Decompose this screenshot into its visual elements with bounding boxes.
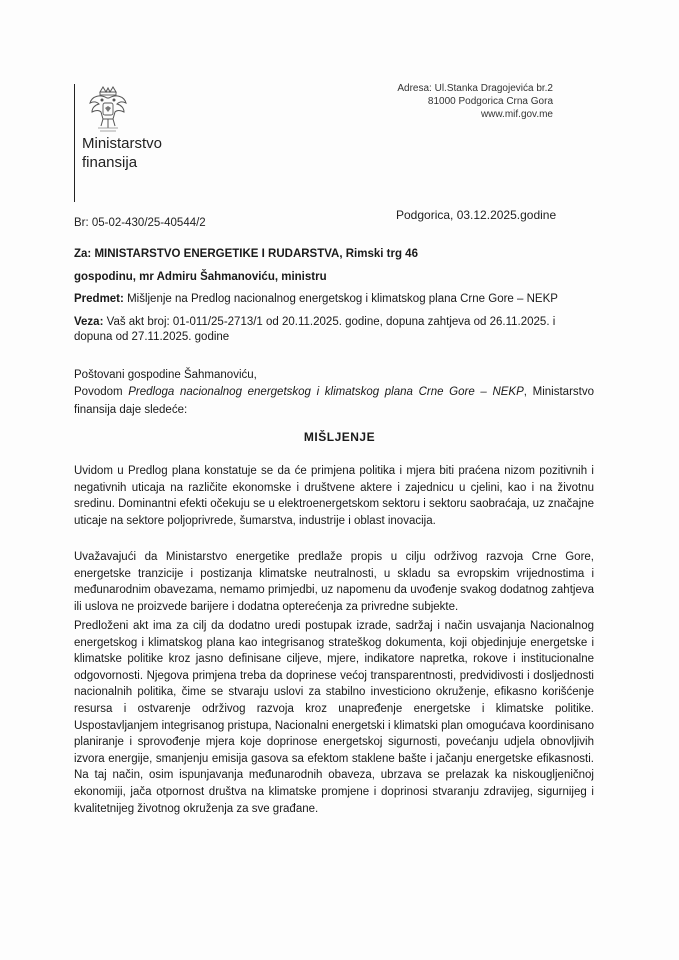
letterhead-divider	[74, 84, 75, 202]
salutation: Poštovani gospodine Šahmanoviću,	[74, 369, 257, 381]
body-paragraph-2: Uvažavajući da Ministarstvo energetike predlaže propis u cilju održivog razvoja Crne Gore, energetske tranzicije i postizanja klimatske neutralnosti, u skladu sa evropskim vrijednostima i međunarodnim obavezama, nemamo primjedbi, uz napomenu da uvođenje svakog dodatnog zahtjeva ili uslova ne proizvede barijere i dodatna opterećenja za privredne subjekte.	[74, 551, 594, 613]
letter-date: Podgorica, 03.12.2025.godine	[396, 208, 557, 222]
address-city: 81000 Podgorica Crna Gora	[427, 96, 553, 107]
body-paragraph-1: Uvidom u Predlog plana konstatuje se da će primjena politika i mjera biti praćena nizom pozitivnih i negativnih uticaja na različite ekonomske i društvene aktere i zajednicu u cjelini, kao i na životnu sredinu. Dominantni efekti očekuju se u elektroenergetskom sektoru i sektoru saobraćaja, uz značajne uticaje na sektore poljoprivrede, šumarstva, industrije i oblast inovacija.	[74, 465, 594, 527]
coat-of-arms-logo	[86, 86, 130, 136]
ministry-name	[82, 134, 162, 172]
address-street: Adresa: Ul.Stanka Dragojevića br.2	[397, 83, 553, 94]
intro-after: , Ministarstvo finansija daje sledeće:	[74, 386, 594, 416]
address-website: www.mif.gov.me	[480, 109, 553, 120]
intro-document-title: Predloga nacionalnog energetskog i klimatskog plana Crne Gore – NEKP	[128, 386, 524, 398]
link-label: Veza:	[74, 316, 104, 328]
link-text: Vaš akt broj: 01-011/25-2713/1 od 20.11.2025. godine, dopuna zahtjeva od 26.11.2025. i dopuna od 27.11.2025. godine	[74, 316, 556, 343]
reference-number: Br: 05-02-430/25-40544/2	[74, 217, 206, 229]
subject-text: Mišljenje na Predlog nacionalnog energetskog i klimatskog plana Crne Gore – NEKP	[127, 293, 558, 305]
body-paragraph-3: Predloženi akt ima za cilj da dodatno uredi postupak izrade, sadržaj i način usvajanja Nacionalnog energetskog i klimatskog plana kao integrisanog strateškog dokumenta, koji objedinjuje energetske i klimatske politike kroz jasno definisane ciljeve, mjere, indikatore napretka, rokove i institucionalne odgovornosti. Njegova primjena treba da doprinese većoj transparentnosti, predvidivosti i dosljednosti nacionalnih politika, čime se stvaraju uslovi za stabilno investiciono okruženje, efikasno korišćenje resursa i ostvarenje održivog razvoja kroz unapređenje energetske i klimatske politike. Uspostavljanjem integrisanog pristupa, Nacionalni energetski i klimatski plan omogućava koordinisano planiranje i sprovođenje mjera koje doprinose energetskoj sigurnosti, povećanju udjela obnovljivih izvora energije, smanjenju emisija gasova sa efektom staklene bašte i jačanju energetske efikasnosti. Na taj način, osim ispunjavanja međunarodnih obaveza, ubrzava se prelazak ka niskougljeničnoj ekonomiji, jača otpornost društva na klimatske promjene i doprinosi stvaranju zdravijeg, sigurnijeg i kvalitetnijeg životnog okruženja za sve građane.	[74, 620, 594, 815]
ministry-name-line2: finansija	[82, 154, 138, 171]
subject-label: Predmet:	[74, 293, 124, 305]
sender-address	[397, 82, 553, 121]
ministry-name-line1: Ministarstvo	[82, 135, 163, 152]
reference-link-line	[74, 315, 594, 345]
recipient-institution: Za: MINISTARSTVO ENERGETIKE I RUDARSTVA, Rimski trg 46	[74, 248, 418, 260]
subject-line	[74, 293, 558, 305]
intro-paragraph	[74, 383, 594, 419]
opinion-heading: MIŠLJENJE	[303, 430, 376, 444]
intro-before: Povodom	[74, 386, 129, 398]
recipient-person: gospodinu, mr Admiru Šahmanoviću, ministru	[74, 271, 327, 283]
